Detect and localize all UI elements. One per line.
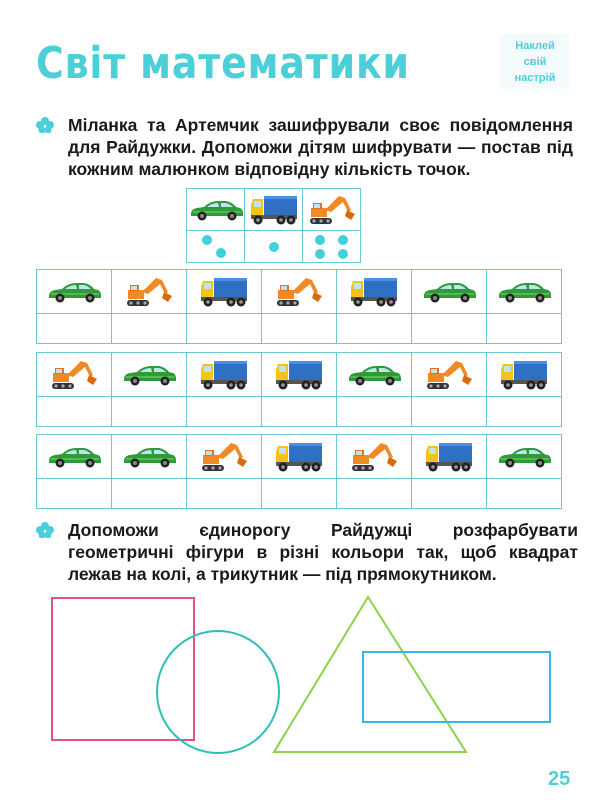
task-2-instructions: Допоможи єдинорогу Райдужці розфарбувати геометричні фігури в різні кольори так, щоб квадрат лежав на колі, а трикутник — під прямокутником. <box>68 520 578 584</box>
page-number: 25 <box>548 768 571 790</box>
sticker-line-2: свій <box>523 56 547 68</box>
sticker-line-3: настрій <box>514 72 556 84</box>
square-shape[interactable] <box>52 598 194 740</box>
task-1-instructions: Міланка та Артемчик зашифрували своє повідомлення для Райдужки. Допоможи дітям шифрувати — постав під кожним малюнком відповідну кількість точок. <box>68 115 573 179</box>
circle-shape[interactable] <box>157 631 279 753</box>
triangle-shape[interactable] <box>274 597 466 752</box>
sticker-line-1: Наклей <box>515 40 555 52</box>
page-title: Світ математики <box>36 38 410 89</box>
rectangle-shape[interactable] <box>363 652 550 722</box>
